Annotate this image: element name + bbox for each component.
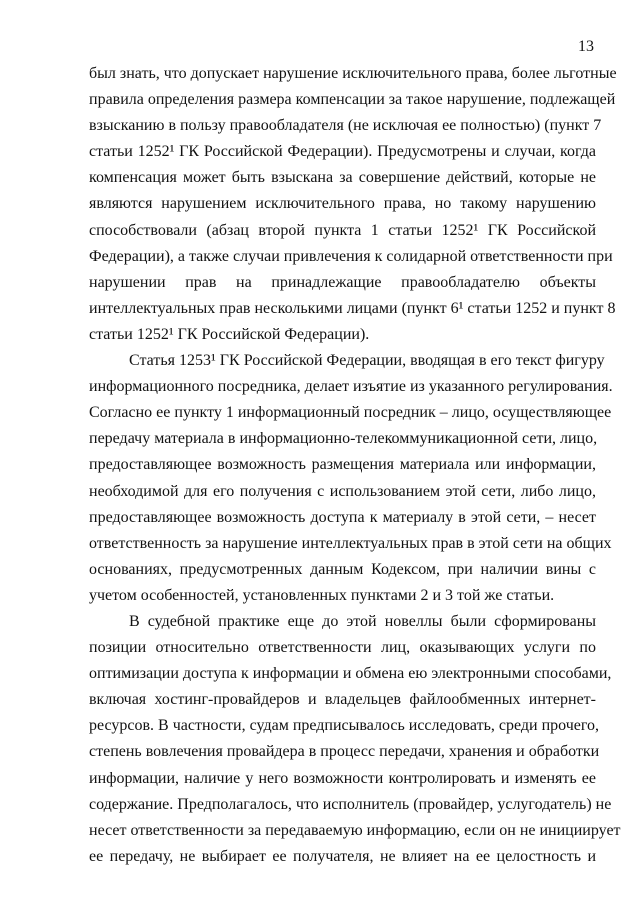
text-line: ресурсов. В частности, судам предписывалось исследовать, среди прочего, (89, 717, 600, 735)
text-line: предоставляющее возможность доступа к материалу в этой сети, – несет (89, 508, 596, 526)
text-line: информационного посредника, делает изъятие из указанного регулирования. (89, 378, 613, 396)
text-line: степень вовлечения провайдера в процесс передачи, хранения и обработки (89, 743, 600, 761)
text-line: нарушении прав на принадлежащие правообладателю объекты (89, 273, 596, 291)
text-line: информации, наличие у него возможности контролировать и изменять ее (89, 769, 596, 787)
text-line: статьи 1252¹ ГК Российской Федерации). (89, 325, 370, 343)
text-line: Согласно ее пункту 1 информационный посредник – лицо, осуществляющее (89, 404, 612, 422)
text-line: ответственность за нарушение интеллектуальных прав в этой сети на общих (89, 534, 612, 552)
text-line: включая хостинг-провайдеров и владельцев файлообменных интернет- (89, 691, 596, 709)
text-line: позиции относительно ответственности лиц, оказывающих услуги по (89, 639, 596, 657)
text-line: интеллектуальных прав несколькими лицами (пункт 6¹ статьи 1252 и пункт 8 (89, 299, 616, 317)
text-line: несет ответственности за передаваемую информацию, если он не инициирует (89, 821, 621, 839)
text-line: статьи 1252¹ ГК Российской Федерации). Предусмотрены и случаи, когда (89, 143, 596, 161)
text-line: Статья 1253¹ ГК Российской Федерации, вводящая в его текст фигуру (129, 352, 605, 370)
text-line: содержание. Предполагалось, что исполнитель (провайдер, услугодатель) не (89, 795, 612, 813)
text-line: Федерации), а также случаи привлечения к солидарной ответственности при (89, 247, 613, 265)
text-line: способствовали (абзац второй пункта 1 статьи 1252¹ ГК Российской (89, 221, 596, 239)
text-line: передачу материала в информационно-телекоммуникационной сети, лицо, (89, 430, 598, 448)
text-line: предоставляющее возможность размещения материала или информации, (89, 456, 596, 474)
page-number: 13 (578, 38, 594, 55)
text-line: ее передачу, не выбирает ее получателя, не влияет на ее целостность и (89, 847, 596, 865)
text-line: учетом особенностей, установленных пунктами 2 и 3 той же статьи. (89, 586, 555, 604)
text-line: основаниях, предусмотренных данным Кодексом, при наличии вины с (89, 560, 596, 578)
text-line: необходимой для его получения с использованием этой сети, либо лицо, (89, 482, 596, 500)
text-line: В судебной практике еще до этой новеллы были сформированы (129, 612, 596, 630)
body-text (89, 61, 621, 870)
text-line: являются нарушением исключительного права, но такому нарушению (89, 195, 596, 213)
text-line: оптимизации доступа к информации и обмена ею электронными способами, (89, 665, 612, 683)
text-line: правила определения размера компенсации за такое нарушение, подлежащей (89, 91, 616, 109)
text-line: взысканию в пользу правообладателя (не исключая ее полностью) (пункт 7 (89, 117, 602, 135)
text-line: был знать, что допускает нарушение исключительного права, более льготные (89, 65, 617, 82)
text-line: компенсация может быть взыскана за совершение действий, которые не (89, 169, 596, 187)
